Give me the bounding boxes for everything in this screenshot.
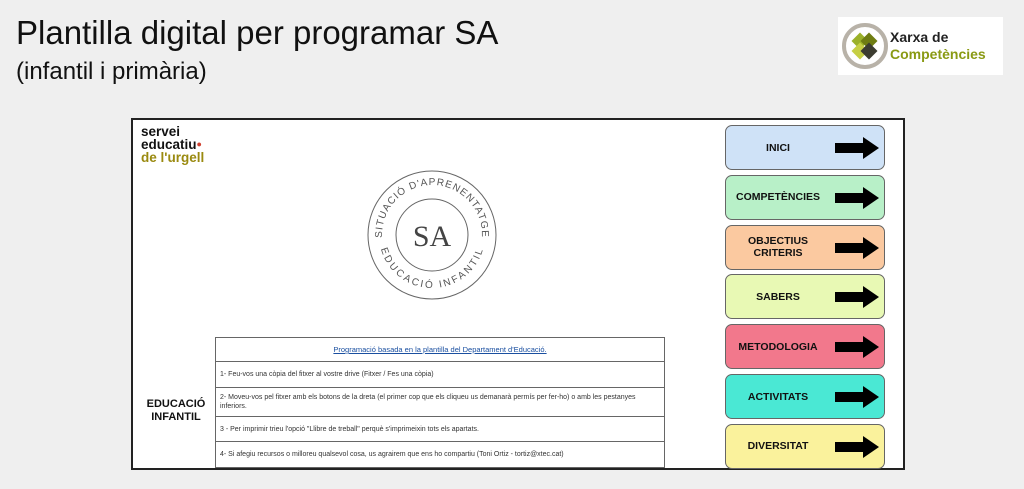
nav-button-label: SABERS [756, 290, 800, 303]
nav-button-competencies[interactable] [725, 175, 885, 220]
level-label [139, 398, 213, 424]
arrow-right-icon [833, 285, 881, 309]
nav-button-label: METODOLOGIA [738, 340, 818, 353]
nav-button-metodologia[interactable] [725, 324, 885, 369]
servei-educatiu-logo [141, 125, 204, 164]
brand-line1: Xarxa de [890, 29, 949, 45]
nav-button-label: OBJECTIUS CRITERIS [747, 235, 809, 260]
page-title: Plantilla digital per programar SA [16, 14, 499, 51]
instruction-step-3: 3 - Per imprimir trieu l'opció "Llibre de treball" perquè s'imprimeixin tots els apartats. [216, 416, 664, 441]
seal-center-text: SA [412, 220, 452, 253]
nav-button-label: DIVERSITAT [747, 440, 809, 453]
logo-line2: educatiu [141, 137, 197, 152]
level-label-line1: EDUCACIÓ [146, 398, 206, 410]
nav-button-label: INICI [766, 141, 790, 154]
xarxa-logo-icon [841, 21, 891, 71]
arrow-right-icon [833, 435, 881, 459]
level-label-line2: INFANTIL [151, 411, 201, 423]
instruction-step-2: 2- Moveu-vos pel fitxer amb els botons de la dreta (el primer cop que els cliqueu us demanarà permís per fer-ho) o amb les pestanyes inferiors. [216, 387, 664, 416]
nav-button-label: ACTIVITATS [747, 390, 809, 403]
instruction-step-1: 1- Feu-vos una còpia del fitxer al vostre drive (Fitxer / Fes una còpia) [216, 361, 664, 387]
sa-seal [365, 168, 499, 302]
arrow-right-icon [833, 385, 881, 409]
instruction-step-4: 4- Si afegiu recursos o milloreu qualsevol cosa, us agrairem que ens ho compartiu (Toni Ortiz - tortiz@xtec.cat) [216, 441, 664, 467]
nav-button-inici[interactable] [725, 125, 885, 170]
instructions-table [215, 337, 665, 468]
arrow-right-icon [833, 236, 881, 260]
arrow-right-icon [833, 186, 881, 210]
seal-top-text: SITUACIÓ D'APRENENTATGE [373, 176, 491, 238]
brand-line2: Competències [890, 46, 986, 62]
logo-line1: servei [141, 124, 181, 139]
nav-button-objectius-criteris[interactable] [725, 225, 885, 270]
nav-button-diversitat[interactable] [725, 424, 885, 469]
svg-text:EDUCACIÓ INFANTIL [377, 246, 486, 291]
logo-line3: de l'urgell [141, 150, 205, 165]
arrow-right-icon [833, 335, 881, 359]
logo-dot-icon: ● [196, 139, 202, 149]
embedded-slide [131, 118, 905, 470]
nav-button-sabers[interactable] [725, 274, 885, 319]
xarxa-competencies-logo [838, 17, 1003, 75]
nav-button-label: COMPETÈNCIES [735, 191, 820, 204]
seal-bottom-text: EDUCACIÓ INFANTIL [377, 246, 487, 292]
page-subtitle: (infantil i primària) [16, 58, 207, 85]
nav-button-activitats[interactable] [725, 374, 885, 419]
template-link[interactable]: Programació basada en la plantilla del Departament d'Educació. [333, 345, 547, 354]
arrow-right-icon [833, 136, 881, 160]
